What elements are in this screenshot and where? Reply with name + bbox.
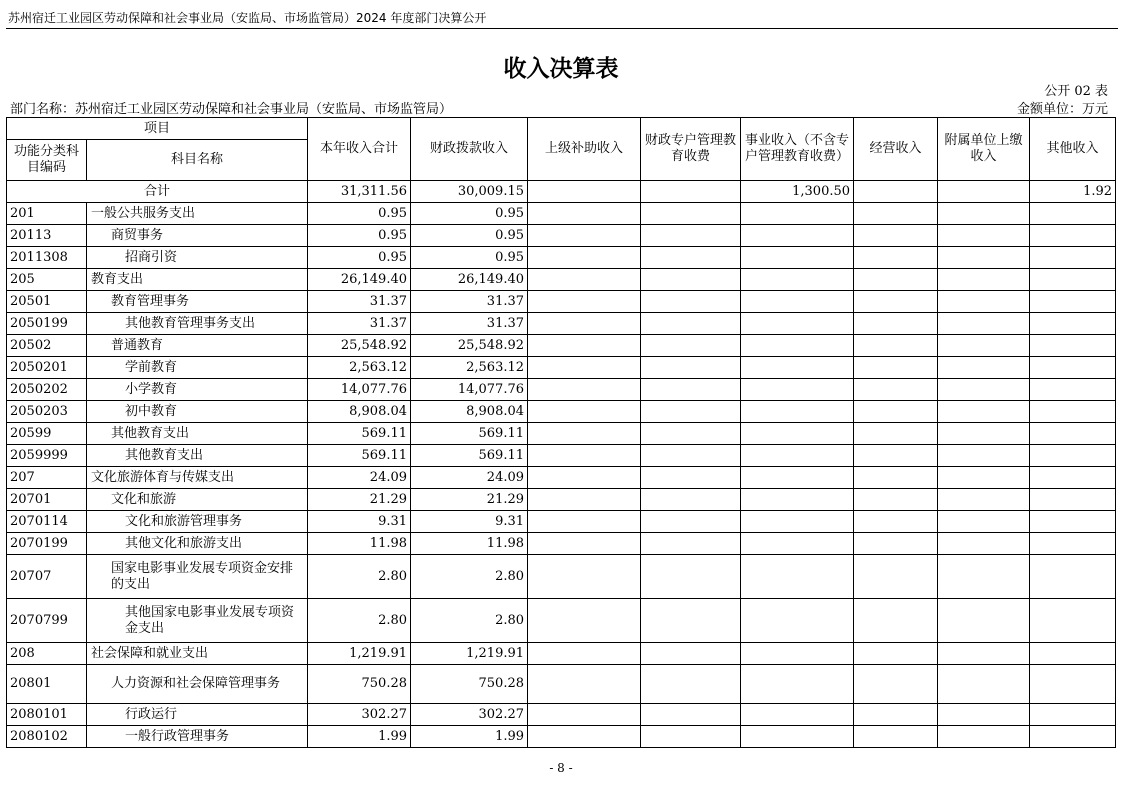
row-total: 9.31: [308, 511, 411, 533]
row-business: [741, 291, 854, 313]
row-total: 8,908.04: [308, 401, 411, 423]
row-edu-fee: [641, 445, 741, 467]
row-fiscal: 26,149.40: [411, 269, 528, 291]
row-edu-fee: [641, 203, 741, 225]
row-total: 0.95: [308, 247, 411, 269]
total-cell-operating: [854, 181, 938, 203]
form-code: 公开 02 表: [1044, 84, 1108, 99]
row-business: [741, 704, 854, 726]
row-edu-fee: [641, 291, 741, 313]
header-item: 项目: [7, 118, 308, 140]
header-other: 其他收入: [1030, 118, 1116, 181]
row-total: 2.80: [308, 599, 411, 643]
row-fiscal: 31.37: [411, 291, 528, 313]
row-fiscal: 0.95: [411, 203, 528, 225]
row-name: 其他文化和旅游支出: [87, 533, 308, 555]
row-code: 20502: [7, 335, 87, 357]
total-row: [7, 181, 1116, 203]
row-name: 其他教育支出: [87, 423, 308, 445]
row-operating: [854, 726, 938, 748]
row-edu-fee: [641, 489, 741, 511]
row-superior: [528, 704, 641, 726]
row-superior: [528, 423, 641, 445]
row-code: 20501: [7, 291, 87, 313]
row-superior: [528, 445, 641, 467]
table-body: [7, 203, 1116, 748]
table-row: [7, 357, 1116, 379]
row-name: 其他教育支出: [87, 445, 308, 467]
row-edu-fee: [641, 335, 741, 357]
row-affiliated: [938, 533, 1030, 555]
row-edu-fee: [641, 511, 741, 533]
row-superior: [528, 291, 641, 313]
row-affiliated: [938, 335, 1030, 357]
row-operating: [854, 335, 938, 357]
row-fiscal: 1,219.91: [411, 643, 528, 665]
row-name: 社会保障和就业支出: [87, 643, 308, 665]
row-business: [741, 203, 854, 225]
table-row: [7, 247, 1116, 269]
row-affiliated: [938, 269, 1030, 291]
row-total: 569.11: [308, 445, 411, 467]
table-row: [7, 379, 1116, 401]
row-business: [741, 225, 854, 247]
row-fiscal: 25,548.92: [411, 335, 528, 357]
row-affiliated: [938, 665, 1030, 704]
row-other: [1030, 379, 1116, 401]
row-superior: [528, 269, 641, 291]
row-business: [741, 269, 854, 291]
row-code: 2011308: [7, 247, 87, 269]
total-label: 合计: [7, 181, 308, 203]
row-operating: [854, 643, 938, 665]
row-edu-fee: [641, 533, 741, 555]
row-operating: [854, 357, 938, 379]
row-other: [1030, 599, 1116, 643]
row-edu-fee: [641, 269, 741, 291]
row-edu-fee: [641, 555, 741, 599]
row-affiliated: [938, 423, 1030, 445]
row-fiscal: 0.95: [411, 225, 528, 247]
row-operating: [854, 247, 938, 269]
row-business: [741, 313, 854, 335]
table-row: [7, 423, 1116, 445]
row-total: 31.37: [308, 313, 411, 335]
row-fiscal: 31.37: [411, 313, 528, 335]
table-row: [7, 533, 1116, 555]
row-name: 商贸事务: [87, 225, 308, 247]
row-other: [1030, 247, 1116, 269]
row-superior: [528, 203, 641, 225]
row-business: [741, 555, 854, 599]
row-business: [741, 726, 854, 748]
row-other: [1030, 665, 1116, 704]
row-affiliated: [938, 511, 1030, 533]
row-superior: [528, 401, 641, 423]
header-fiscal: 财政拨款收入: [411, 118, 528, 181]
row-total: 0.95: [308, 203, 411, 225]
row-operating: [854, 555, 938, 599]
row-name: 初中教育: [87, 401, 308, 423]
row-superior: [528, 643, 641, 665]
row-fiscal: 569.11: [411, 445, 528, 467]
row-affiliated: [938, 467, 1030, 489]
row-name: 招商引资: [87, 247, 308, 269]
row-total: 14,077.76: [308, 379, 411, 401]
row-edu-fee: [641, 313, 741, 335]
row-business: [741, 467, 854, 489]
row-code: 2070799: [7, 599, 87, 643]
total-cell-fiscal: 30,009.15: [411, 181, 528, 203]
row-edu-fee: [641, 379, 741, 401]
table-row: [7, 203, 1116, 225]
row-other: [1030, 401, 1116, 423]
row-total: 0.95: [308, 225, 411, 247]
row-affiliated: [938, 401, 1030, 423]
row-edu-fee: [641, 704, 741, 726]
row-code: 2080101: [7, 704, 87, 726]
row-business: [741, 247, 854, 269]
row-fiscal: 569.11: [411, 423, 528, 445]
row-business: [741, 335, 854, 357]
row-operating: [854, 445, 938, 467]
table-row: [7, 467, 1116, 489]
row-code: 201: [7, 203, 87, 225]
row-superior: [528, 726, 641, 748]
total-cell-total: 31,311.56: [308, 181, 411, 203]
row-fiscal: 11.98: [411, 533, 528, 555]
row-code: 2050199: [7, 313, 87, 335]
total-cell-other: 1.92: [1030, 181, 1116, 203]
row-total: 26,149.40: [308, 269, 411, 291]
row-operating: [854, 379, 938, 401]
total-cell-superior: [528, 181, 641, 203]
header-code: 功能分类科目编码: [7, 140, 87, 181]
row-business: [741, 533, 854, 555]
row-other: [1030, 313, 1116, 335]
row-operating: [854, 533, 938, 555]
page-number: - 8 -: [549, 761, 573, 775]
row-affiliated: [938, 445, 1030, 467]
row-fiscal: 750.28: [411, 665, 528, 704]
row-name: 国家电影事业发展专项资金安排的支出: [87, 555, 308, 599]
row-other: [1030, 291, 1116, 313]
row-business: [741, 379, 854, 401]
header-affiliated: 附属单位上缴收入: [938, 118, 1030, 181]
row-code: 2080102: [7, 726, 87, 748]
row-superior: [528, 489, 641, 511]
row-superior: [528, 357, 641, 379]
row-edu-fee: [641, 247, 741, 269]
row-superior: [528, 511, 641, 533]
total-cell-affiliated: [938, 181, 1030, 203]
row-other: [1030, 704, 1116, 726]
row-superior: [528, 599, 641, 643]
row-other: [1030, 555, 1116, 599]
row-code: 2050203: [7, 401, 87, 423]
row-superior: [528, 467, 641, 489]
row-name: 教育支出: [87, 269, 308, 291]
row-business: [741, 423, 854, 445]
row-operating: [854, 401, 938, 423]
row-affiliated: [938, 704, 1030, 726]
row-total: 1.99: [308, 726, 411, 748]
row-total: 2,563.12: [308, 357, 411, 379]
row-other: [1030, 357, 1116, 379]
row-operating: [854, 423, 938, 445]
department-label: 部门名称：苏州宿迁工业园区劳动保障和社会事业局（安监局、市场监管局）: [10, 102, 453, 117]
row-total: 302.27: [308, 704, 411, 726]
row-operating: [854, 704, 938, 726]
row-name: 文化和旅游管理事务: [87, 511, 308, 533]
row-operating: [854, 203, 938, 225]
row-superior: [528, 313, 641, 335]
row-name: 小学教育: [87, 379, 308, 401]
row-other: [1030, 445, 1116, 467]
row-operating: [854, 291, 938, 313]
row-affiliated: [938, 379, 1030, 401]
header-divider: [6, 28, 1118, 29]
row-other: [1030, 423, 1116, 445]
row-name: 普通教育: [87, 335, 308, 357]
row-other: [1030, 335, 1116, 357]
table-row: [7, 335, 1116, 357]
row-edu-fee: [641, 643, 741, 665]
row-name: 学前教育: [87, 357, 308, 379]
row-name: 行政运行: [87, 704, 308, 726]
row-other: [1030, 269, 1116, 291]
row-affiliated: [938, 225, 1030, 247]
table-row: [7, 726, 1116, 748]
row-fiscal: 9.31: [411, 511, 528, 533]
row-edu-fee: [641, 225, 741, 247]
row-total: 2.80: [308, 555, 411, 599]
row-fiscal: 24.09: [411, 467, 528, 489]
table-row: [7, 269, 1116, 291]
row-operating: [854, 225, 938, 247]
row-total: 11.98: [308, 533, 411, 555]
row-total: 750.28: [308, 665, 411, 704]
row-name: 其他教育管理事务支出: [87, 313, 308, 335]
row-total: 569.11: [308, 423, 411, 445]
row-affiliated: [938, 489, 1030, 511]
row-other: [1030, 467, 1116, 489]
table-row: [7, 511, 1116, 533]
row-other: [1030, 726, 1116, 748]
table-row: [7, 643, 1116, 665]
row-total: 31.37: [308, 291, 411, 313]
row-business: [741, 489, 854, 511]
row-total: 24.09: [308, 467, 411, 489]
header-edu-fee: 财政专户管理教育收费: [641, 118, 741, 181]
row-business: [741, 357, 854, 379]
row-total: 21.29: [308, 489, 411, 511]
row-superior: [528, 247, 641, 269]
row-edu-fee: [641, 357, 741, 379]
row-code: 2059999: [7, 445, 87, 467]
row-code: 20801: [7, 665, 87, 704]
row-code: 20707: [7, 555, 87, 599]
row-edu-fee: [641, 423, 741, 445]
row-code: 20113: [7, 225, 87, 247]
row-code: 207: [7, 467, 87, 489]
row-business: [741, 401, 854, 423]
row-affiliated: [938, 247, 1030, 269]
row-other: [1030, 533, 1116, 555]
header-name: 科目名称: [87, 140, 308, 181]
row-superior: [528, 533, 641, 555]
row-superior: [528, 335, 641, 357]
row-business: [741, 445, 854, 467]
row-operating: [854, 313, 938, 335]
header-operating: 经营收入: [854, 118, 938, 181]
total-cell-edu-fee: [641, 181, 741, 203]
row-fiscal: 8,908.04: [411, 401, 528, 423]
row-affiliated: [938, 203, 1030, 225]
row-name: 文化和旅游: [87, 489, 308, 511]
row-name: 一般公共服务支出: [87, 203, 308, 225]
row-code: 2050202: [7, 379, 87, 401]
table-row: [7, 489, 1116, 511]
row-other: [1030, 489, 1116, 511]
row-fiscal: 1.99: [411, 726, 528, 748]
row-superior: [528, 225, 641, 247]
row-total: 1,219.91: [308, 643, 411, 665]
row-fiscal: 302.27: [411, 704, 528, 726]
row-name: 文化旅游体育与传媒支出: [87, 467, 308, 489]
row-code: 2050201: [7, 357, 87, 379]
row-other: [1030, 511, 1116, 533]
row-fiscal: 21.29: [411, 489, 528, 511]
header-superior: 上级补助收入: [528, 118, 641, 181]
running-header: 苏州宿迁工业园区劳动保障和社会事业局（安监局、市场监管局）2024 年度部门决算公开: [8, 11, 487, 25]
row-code: 2070199: [7, 533, 87, 555]
row-code: 208: [7, 643, 87, 665]
row-code: 20701: [7, 489, 87, 511]
row-operating: [854, 665, 938, 704]
row-business: [741, 599, 854, 643]
row-operating: [854, 599, 938, 643]
row-name: 一般行政管理事务: [87, 726, 308, 748]
row-fiscal: 0.95: [411, 247, 528, 269]
row-affiliated: [938, 291, 1030, 313]
total-cell-business: 1,300.50: [741, 181, 854, 203]
page-title: 收入决算表: [503, 56, 619, 82]
income-statement-table: [6, 117, 1116, 748]
row-edu-fee: [641, 401, 741, 423]
row-operating: [854, 489, 938, 511]
table-row: [7, 704, 1116, 726]
row-other: [1030, 643, 1116, 665]
row-fiscal: 2,563.12: [411, 357, 528, 379]
row-business: [741, 511, 854, 533]
row-business: [741, 665, 854, 704]
row-edu-fee: [641, 467, 741, 489]
row-affiliated: [938, 313, 1030, 335]
row-other: [1030, 225, 1116, 247]
row-name: 教育管理事务: [87, 291, 308, 313]
table-row: [7, 313, 1116, 335]
row-operating: [854, 511, 938, 533]
row-total: 25,548.92: [308, 335, 411, 357]
row-edu-fee: [641, 726, 741, 748]
row-operating: [854, 269, 938, 291]
row-fiscal: 2.80: [411, 599, 528, 643]
row-other: [1030, 203, 1116, 225]
row-superior: [528, 555, 641, 599]
row-code: 2070114: [7, 511, 87, 533]
row-name: 其他国家电影事业发展专项资金支出: [87, 599, 308, 643]
row-business: [741, 643, 854, 665]
table-row: [7, 225, 1116, 247]
row-code: 20599: [7, 423, 87, 445]
row-affiliated: [938, 643, 1030, 665]
row-fiscal: 2.80: [411, 555, 528, 599]
header-business: 事业收入（不含专户管理教育收费）: [741, 118, 854, 181]
row-affiliated: [938, 599, 1030, 643]
row-code: 205: [7, 269, 87, 291]
table-row: [7, 401, 1116, 423]
row-operating: [854, 467, 938, 489]
row-affiliated: [938, 555, 1030, 599]
row-edu-fee: [641, 665, 741, 704]
table-row: [7, 445, 1116, 467]
header-total: 本年收入合计: [308, 118, 411, 181]
row-superior: [528, 665, 641, 704]
table-row: [7, 555, 1116, 599]
row-edu-fee: [641, 599, 741, 643]
table-row: [7, 291, 1116, 313]
row-fiscal: 14,077.76: [411, 379, 528, 401]
row-superior: [528, 379, 641, 401]
row-name: 人力资源和社会保障管理事务: [87, 665, 308, 704]
table-row: [7, 665, 1116, 704]
row-affiliated: [938, 357, 1030, 379]
amount-unit-label: 金额单位：万元: [1016, 102, 1108, 117]
table-row: [7, 599, 1116, 643]
row-affiliated: [938, 726, 1030, 748]
